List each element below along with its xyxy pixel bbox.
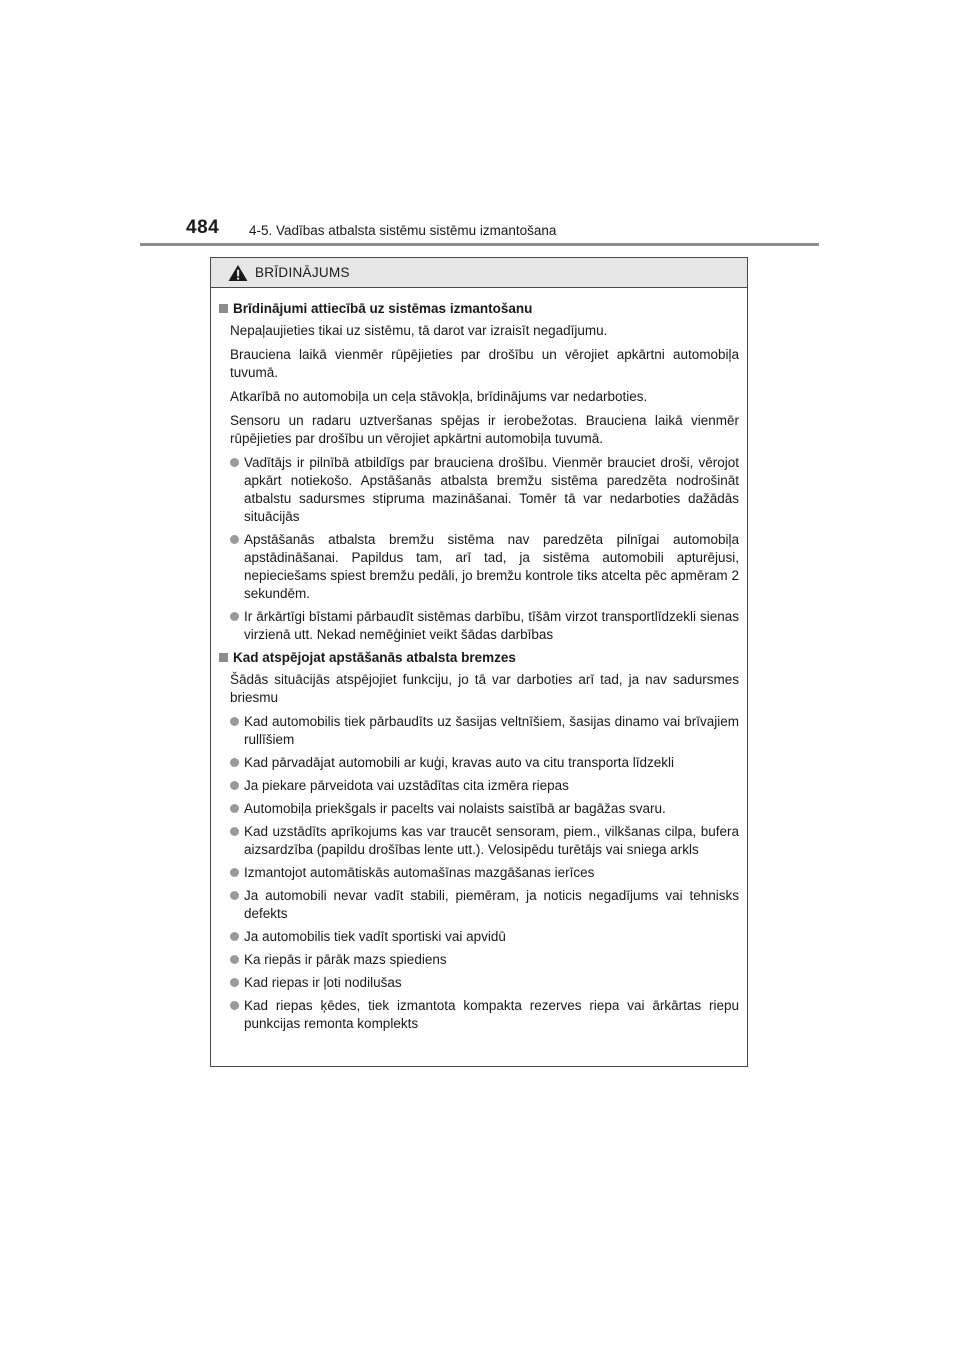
paragraph: Šādās situācijās atspējojiet funkciju, jo tā var darboties arī tad, ja nav sadursmes briesmu: [230, 672, 739, 705]
list-item: [230, 823, 739, 859]
page-header: [186, 212, 826, 242]
circle-bullet-icon: [230, 932, 239, 941]
square-bullet-icon: [219, 653, 228, 662]
list-item-text: Vadītājs ir pilnībā atbildīgs par brauciena drošību. Vienmēr brauciet droši, vērojot apkārt notiekošo. Apstāšanās atbalsta bremžu sistēma paredzēta nodrošināt atbalstu sadursmes stipruma mazināšanai. Tomēr tā var nedarboties dažādās situācijās: [244, 455, 739, 524]
section-heading: [219, 300, 739, 318]
circle-bullet-icon: [230, 717, 239, 726]
list-item-text: Apstāšanās atbalsta bremžu sistēma nav paredzēta pilnīgai automobiļa apstādināšanai. Papildus tam, arī tad, ja sistēma automobili apturējusi, nepieciešams spiest bremžu pedāli, jo bremžu kontrole tiks atcelta pēc apmēram 2 sekundēm.: [244, 532, 739, 601]
square-bullet-icon: [219, 304, 228, 313]
list-item-text: Izmantojot automātiskās automašīnas mazgāšanas ierīces: [244, 865, 595, 880]
paragraph: Sensoru un radaru uztveršanas spējas ir ierobežotas. Brauciena laikā vienmēr rūpējieties par drošību un vērojiet apkārtni automobiļa tuvumā.: [230, 413, 739, 446]
list-item: [230, 800, 739, 818]
list-item-text: Ja automobili nevar vadīt stabili, piemēram, ja noticis negadījums vai tehnisks defekts: [244, 888, 739, 921]
list-item-text: Kad riepas ir ļoti nodilušas: [244, 975, 402, 990]
section-heading-text: Kad atspējojat apstāšanās atbalsta bremzes: [233, 650, 516, 665]
list-item: [230, 754, 739, 772]
list-item-text: Automobiļa priekšgals ir pacelts vai nolaists saistībā ar bagāžas svaru.: [244, 801, 666, 816]
warning-label: BRĪDINĀJUMS: [255, 265, 350, 280]
section-heading-text: Brīdinājumi attiecībā uz sistēmas izmantošanu: [233, 301, 533, 316]
list-item: [230, 887, 739, 923]
list-item-text: Kad riepas ķēdes, tiek izmantota kompakta rezerves riepa vai ārkārtas riepu punkcijas remonta komplekts: [244, 998, 739, 1031]
circle-bullet-icon: [230, 1001, 239, 1010]
warning-section-usage: [219, 300, 739, 644]
circle-bullet-icon: [230, 758, 239, 767]
section-heading: [219, 649, 739, 667]
list-item: [230, 777, 739, 795]
list-item-text: Ka riepās ir pārāk mazs spiediens: [244, 952, 447, 967]
circle-bullet-icon: [230, 827, 239, 836]
list-item: [230, 951, 739, 969]
header-divider: [140, 243, 819, 246]
list-item: [230, 608, 739, 644]
paragraph: Brauciena laikā vienmēr rūpējieties par drošību un vērojiet apkārtni automobiļa tuvumā.: [230, 347, 739, 380]
circle-bullet-icon: [230, 891, 239, 900]
list-item: [230, 928, 739, 946]
list-item-text: Ir ārkārtīgi bīstami pārbaudīt sistēmas darbību, tīšām virzot transportlīdzekli sienas virzienā utt. Nekad nemēģiniet veikt šādas darbības: [244, 609, 739, 642]
circle-bullet-icon: [230, 804, 239, 813]
circle-bullet-icon: [230, 868, 239, 877]
warning-section-disable: [219, 649, 739, 1033]
list-item: [230, 974, 739, 992]
circle-bullet-icon: [230, 535, 239, 544]
warning-box: [210, 257, 748, 1067]
list-item: [230, 864, 739, 882]
list-item-text: Ja automobilis tiek vadīt sportiski vai apvidū: [244, 929, 506, 944]
list-item: [230, 454, 739, 526]
list-item-text: Ja piekare pārveidota vai uzstādītas cita izmēra riepas: [244, 778, 569, 793]
list-item: [230, 531, 739, 603]
list-item: [230, 713, 739, 749]
circle-bullet-icon: [230, 781, 239, 790]
paragraph: Nepaļaujieties tikai uz sistēmu, tā darot var izraisīt negadījumu.: [230, 323, 608, 338]
circle-bullet-icon: [230, 612, 239, 621]
circle-bullet-icon: [230, 458, 239, 467]
circle-bullet-icon: [230, 978, 239, 987]
warning-triangle-icon: [227, 264, 249, 282]
section-title: 4-5. Vadības atbalsta sistēmu sistēmu izmantošana: [249, 223, 557, 238]
list-item: [230, 997, 739, 1033]
list-item-text: Kad automobilis tiek pārbaudīts uz šasijas veltnīšiem, šasijas dinamo vai brīvajiem rullīšiem: [244, 714, 739, 747]
list-item-text: Kad uzstādīts aprīkojums kas var traucēt sensoram, piem., vilkšanas cilpa, bufera aizsardzība (papildu drošības lente utt.). Velosipēdu turētājs vai sniega arkls: [244, 824, 739, 857]
list-item-text: Kad pārvadājat automobili ar kuģi, kravas auto va citu transporta līdzekli: [244, 755, 674, 770]
page-number: 484: [186, 217, 220, 238]
warning-header: [211, 258, 747, 288]
warning-body: [211, 288, 747, 1033]
paragraph: Atkarībā no automobiļa un ceļa stāvokļa, brīdinājums var nedarboties.: [230, 389, 648, 404]
circle-bullet-icon: [230, 955, 239, 964]
